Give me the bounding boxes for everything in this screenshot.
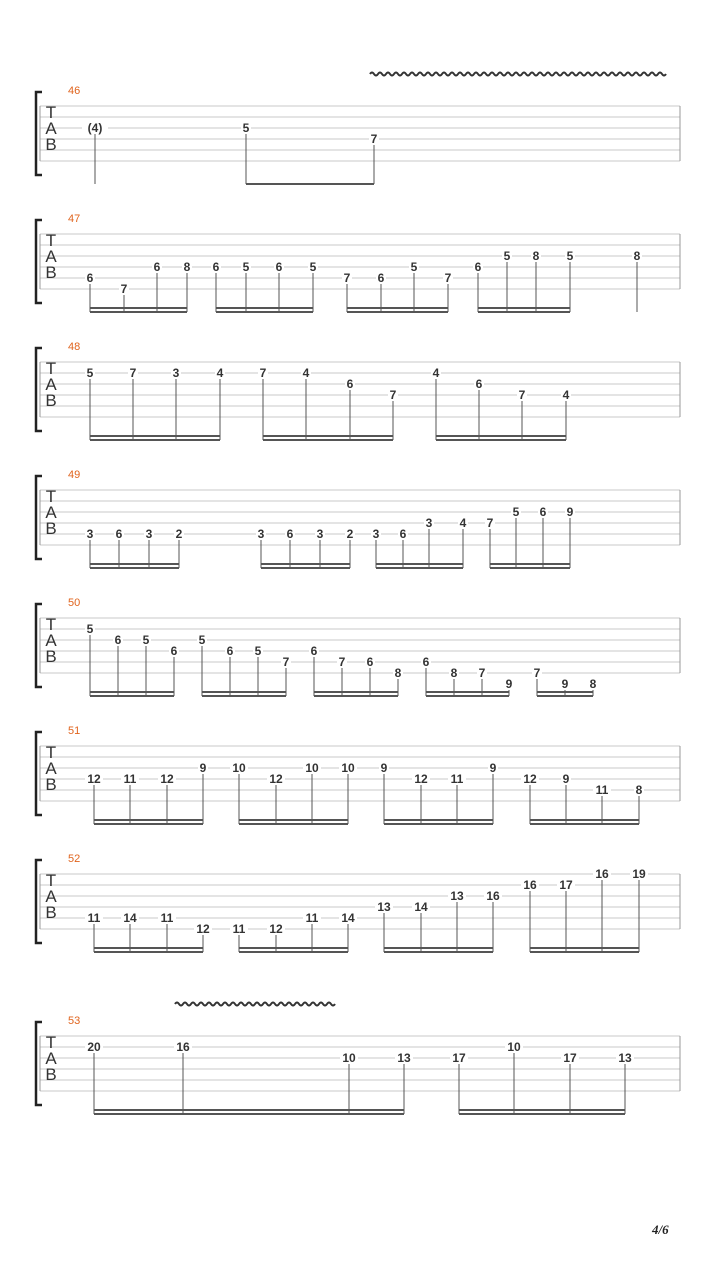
fret-number: 8 [183,260,191,274]
fret-number: 3 [425,516,433,530]
tab-clef-letter: B [45,263,57,282]
measure-number: 52 [68,853,81,865]
fret-number: 6 [286,527,294,541]
fret-number: 7 [338,655,346,669]
fret-number: 8 [532,249,540,263]
fret-number: 7 [129,366,137,380]
fret-number: 11 [87,911,101,925]
fret-number: 16 [176,1040,190,1054]
fret-number: 12 [269,922,283,936]
fret-number: 7 [120,282,128,296]
measure-number: 49 [68,469,81,481]
tab-clef-letter: A [45,503,57,522]
fret-number: 5 [242,260,250,274]
tab-clef-letter: T [45,103,57,122]
fret-number: 3 [86,527,94,541]
fret-number: 13 [450,889,464,903]
system-bracket [36,348,42,431]
system-bracket [36,220,42,303]
fret-number: 5 [309,260,317,274]
fret-number: 16 [595,867,609,881]
fret-number: 6 [377,271,385,285]
fret-number: 5 [242,121,250,135]
fret-number: 6 [399,527,407,541]
fret-number: 5 [512,505,520,519]
system-bracket [36,92,42,175]
fret-number: 14 [123,911,137,925]
fret-number: 2 [175,527,183,541]
fret-number: 8 [633,249,641,263]
fret-number: 16 [523,878,537,892]
system-bracket [36,1022,42,1105]
fret-number: 11 [450,772,464,786]
fret-number: 6 [422,655,430,669]
tab-clef-letter: T [45,359,57,378]
fret-number: 6 [114,633,122,647]
fret-number: 4 [459,516,467,530]
fret-number: 13 [618,1051,632,1065]
tab-clef-letter: T [45,615,57,634]
fret-number: 5 [254,644,262,658]
fret-number: 6 [474,260,482,274]
tab-clef-letter: B [45,903,57,922]
system-bracket [36,732,42,815]
fret-number: 6 [366,655,374,669]
fret-number: 5 [86,366,94,380]
fret-number: 5 [503,249,511,263]
measure-number: 51 [68,725,81,737]
fret-number: 7 [343,271,351,285]
fret-number: 4 [562,388,570,402]
tab-clef-letter: A [45,759,57,778]
tab-clef-letter: A [45,375,57,394]
fret-number: 11 [123,772,137,786]
fret-number: 6 [86,271,94,285]
tab-clef-letter: T [45,1033,57,1052]
tab-clef-letter: B [45,391,57,410]
fret-number: 6 [226,644,234,658]
fret-number: 3 [316,527,324,541]
fret-number: 6 [275,260,283,274]
fret-number: 9 [380,761,388,775]
fret-number: 13 [377,900,391,914]
fret-number: 4 [432,366,440,380]
fret-number: 6 [212,260,220,274]
fret-number: 11 [305,911,319,925]
fret-number: 12 [523,772,537,786]
measure-number: 50 [68,597,81,609]
fret-number: 3 [372,527,380,541]
fret-number: 4 [302,366,310,380]
tab-clef-letter: T [45,871,57,890]
fret-number: 11 [232,922,246,936]
tab-clef-letter: T [45,743,57,762]
tab-clef-letter: B [45,135,57,154]
tab-clef-letter: T [45,231,57,250]
fret-number: 6 [346,377,354,391]
fret-number: 7 [259,366,267,380]
tab-clef-letter: A [45,119,57,138]
tab-clef-letter: B [45,775,57,794]
fret-number: 6 [170,644,178,658]
fret-number: 11 [595,783,609,797]
fret-number: 17 [563,1051,577,1065]
measure-number: 46 [68,85,81,97]
vibrato-mark [175,1003,335,1006]
fret-number: 16 [486,889,500,903]
fret-number: 7 [370,132,378,146]
measure-number: 48 [68,341,81,353]
fret-number: 9 [505,677,513,691]
vibrato-mark [370,73,666,76]
fret-number: 5 [198,633,206,647]
fret-number: 6 [153,260,161,274]
fret-number: 12 [160,772,174,786]
fret-number: 7 [444,271,452,285]
fret-number: 9 [562,772,570,786]
fret-number: 7 [478,666,486,680]
measure-number: 53 [68,1015,81,1027]
tab-clef-letter: A [45,1049,57,1068]
fret-number: 8 [635,783,643,797]
fret-number: 6 [310,644,318,658]
tab-clef-letter: A [45,247,57,266]
fret-number: 17 [452,1051,466,1065]
fret-number: (4) [87,121,103,135]
fret-number: 9 [566,505,574,519]
fret-number: 12 [269,772,283,786]
fret-number: 20 [87,1040,101,1054]
fret-number: 6 [539,505,547,519]
tab-clef-letter: B [45,1065,57,1084]
fret-number: 3 [257,527,265,541]
fret-number: 5 [142,633,150,647]
tab-clef-letter: B [45,647,57,666]
page-number: 4/6 [652,1222,669,1237]
fret-number: 3 [145,527,153,541]
system-bracket [36,860,42,943]
fret-number: 9 [489,761,497,775]
fret-number: 13 [397,1051,411,1065]
fret-number: 12 [196,922,210,936]
fret-number: 12 [87,772,101,786]
tab-clef-letter: A [45,887,57,906]
fret-number: 7 [282,655,290,669]
fret-number: 3 [172,366,180,380]
measure-number: 47 [68,213,81,225]
fret-number: 6 [115,527,123,541]
fret-number: 5 [566,249,574,263]
fret-number: 9 [199,761,207,775]
fret-number: 7 [533,666,541,680]
fret-number: 14 [341,911,355,925]
fret-number: 10 [507,1040,521,1054]
system-bracket [36,604,42,687]
fret-number: 9 [561,677,569,691]
tab-clef-letter: B [45,519,57,538]
fret-number: 5 [410,260,418,274]
fret-number: 5 [86,622,94,636]
tab-clef-letter: A [45,631,57,650]
fret-number: 8 [450,666,458,680]
fret-number: 2 [346,527,354,541]
fret-number: 10 [232,761,246,775]
fret-number: 8 [589,677,597,691]
fret-number: 6 [475,377,483,391]
fret-number: 17 [559,878,573,892]
tab-clef-letter: T [45,487,57,506]
fret-number: 12 [414,772,428,786]
fret-number: 7 [518,388,526,402]
system-bracket [36,476,42,559]
fret-number: 7 [486,516,494,530]
fret-number: 4 [216,366,224,380]
fret-number: 11 [160,911,174,925]
fret-number: 10 [305,761,319,775]
fret-number: 8 [394,666,402,680]
fret-number: 19 [632,867,646,881]
fret-number: 7 [389,388,397,402]
fret-number: 14 [414,900,428,914]
fret-number: 10 [341,761,355,775]
fret-number: 10 [342,1051,356,1065]
